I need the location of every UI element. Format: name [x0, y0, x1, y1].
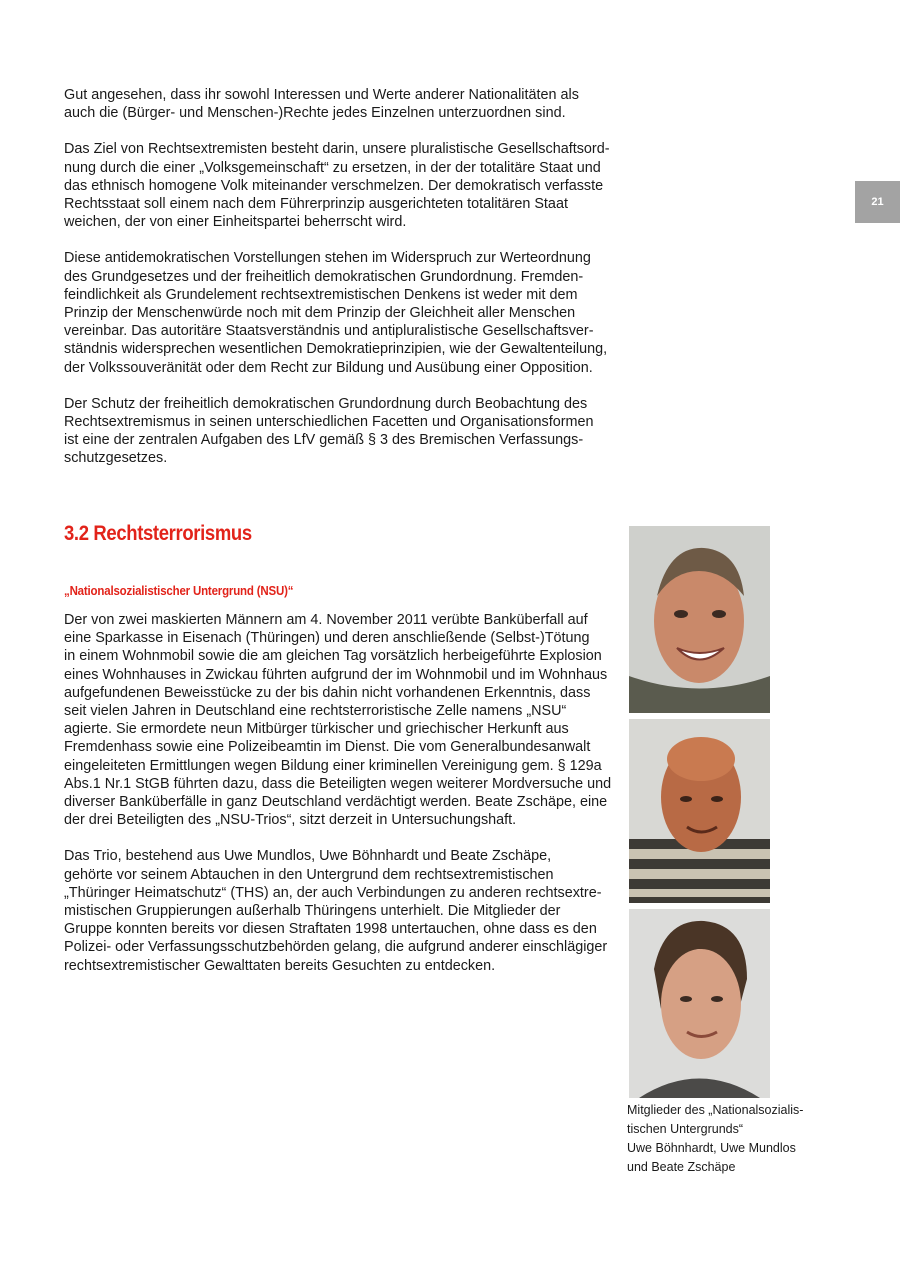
- page-number-tab: [855, 181, 900, 223]
- portrait-photo-1: [629, 526, 770, 713]
- intro-paragraph: Gut angesehen, dass ihr sowohl Interessen und Werte anderer Nationalitäten als auch die (Bürger- und Menschen-)Rechte jedes Einzelnen unterzuordnen sind.: [64, 87, 579, 122]
- section-paragraph: Der von zwei maskierten Männern am 4. November 2011 verübte Banküberfall auf eine Sparkasse in Eisenach (Thüringen) und deren anschließende (Selbst-)Tötung in einem Wohnmobil sowie die am gleichen Tag vorsätzlich herbeigeführte Explosion eines Wohnhauses in Zwickau führten aufgrund der im Wohnmobil und im Wohnhaus aufgefundenen Beweisstücke zu der bis dahin nicht vorhandenen Erkenntnis, dass seit vielen Jahren in Deutschland eine rechtsterroristische Zelle namens „NSU“ agierte. Sie ermordete neun Mitbürger türkischer und griechischer Herkunft aus Fremdenhass sowie eine Polizeibeamtin im Dienst. Die vom Generalbundesanwalt eingeleiteten Ermittlungen wegen Bildung einer kriminellen Vereinigung gem. § 129a Abs.1 Nr.1 StGB führten dazu, dass die Beteiligten wegen weiterer Mordversuche und diverser Banküberfälle in ganz Deutschland verdächtigt werden. Beate Zschäpe, eine der drei Beteiligten des „NSU-Trios“, sitzt derzeit in Untersuchungshaft.: [64, 612, 612, 829]
- section-text-column: [64, 611, 616, 993]
- portrait-photo-2: [629, 719, 770, 903]
- caption-line: tischen Untergrunds“: [627, 1122, 744, 1136]
- intro-text-column: [64, 86, 616, 486]
- portrait-3-image: [629, 909, 770, 1098]
- caption-line: und Beate Zschäpe: [627, 1160, 736, 1174]
- intro-paragraph: Das Ziel von Rechtsextremisten besteht darin, unsere pluralistische Gesellschaftsord- nung durch die einer „Volksgemeinschaft“ zu ersetzen, in der der totalitäre Staat und das ethnisch homogene Volk miteinander verschmelzen. Der demokratisch verfasste Rechtsstaat soll einem nach dem Führerprinzip ausgerichteten totalitären Staat weichen, der von einer Einheitspartei beherrscht wird.: [64, 141, 610, 231]
- intro-paragraph: Diese antidemokratischen Vorstellungen stehen im Widerspruch zur Werteordnung des Grundgesetzes und der freiheitlich demokratischen Grundordnung. Fremden- feindlichkeit als Grundelement rechtsextremistischen Denkens ist weder mit dem Prinzip der Menschenwürde noch mit dem Prinzip der Gleichheit aller Menschen vereinbar. Das autoritäre Staatsverständnis und antipluralistische Gesellschaftsver- ständnis widersprechen wesentlichen Demokratieprinzipien, wie der Gewaltenteilung, der Volkssouveränität oder dem Recht zur Bildung und Ausübung einer Opposition.: [64, 250, 608, 376]
- photo-caption: [627, 1101, 827, 1177]
- intro-paragraph: Der Schutz der freiheitlich demokratischen Grundordnung durch Beobachtung des Rechtsextremismus in seinen unterschiedlichen Facetten und Organisationsformen ist eine der zentralen Aufgaben des LfV gemäß § 3 des Bremischen Verfassungs- schutzgesetzes.: [64, 395, 594, 467]
- caption-line: Uwe Böhnhardt, Uwe Mundlos: [627, 1141, 796, 1155]
- section-heading: 3.2 Rechtsterrorismus: [64, 522, 252, 545]
- section-paragraph: Das Trio, bestehend aus Uwe Mundlos, Uwe Böhnhardt und Beate Zschäpe, gehörte vor seinem Abtauchen in den Untergrund dem rechtsextremistischen „Thüringer Heimatschutz“ (THS) an, der auch Verbindungen zu anderen rechtsextre- mistischen Gruppierungen außerhalb Thüringens unterhielt. Die Mitglieder der Gruppe konnten bereits vor diesen Straftaten 1998 untertauchen, ohne dass es den Polizei- oder Verfassungsschutzbehörden gelang, die aufgrund anderer einschlägiger rechtsextremistischer Gewalttaten bereits Gesuchten zu entdecken.: [64, 848, 608, 974]
- page-number: 21: [871, 196, 884, 208]
- portrait-photo-3: [629, 909, 770, 1098]
- caption-line: Mitglieder des „Nationalsozialis-: [627, 1103, 804, 1117]
- section-subheading: „Nationalsozialistischer Untergrund (NSU)“: [64, 584, 294, 598]
- portrait-1-image: [629, 526, 770, 713]
- portrait-2-image: [629, 719, 770, 903]
